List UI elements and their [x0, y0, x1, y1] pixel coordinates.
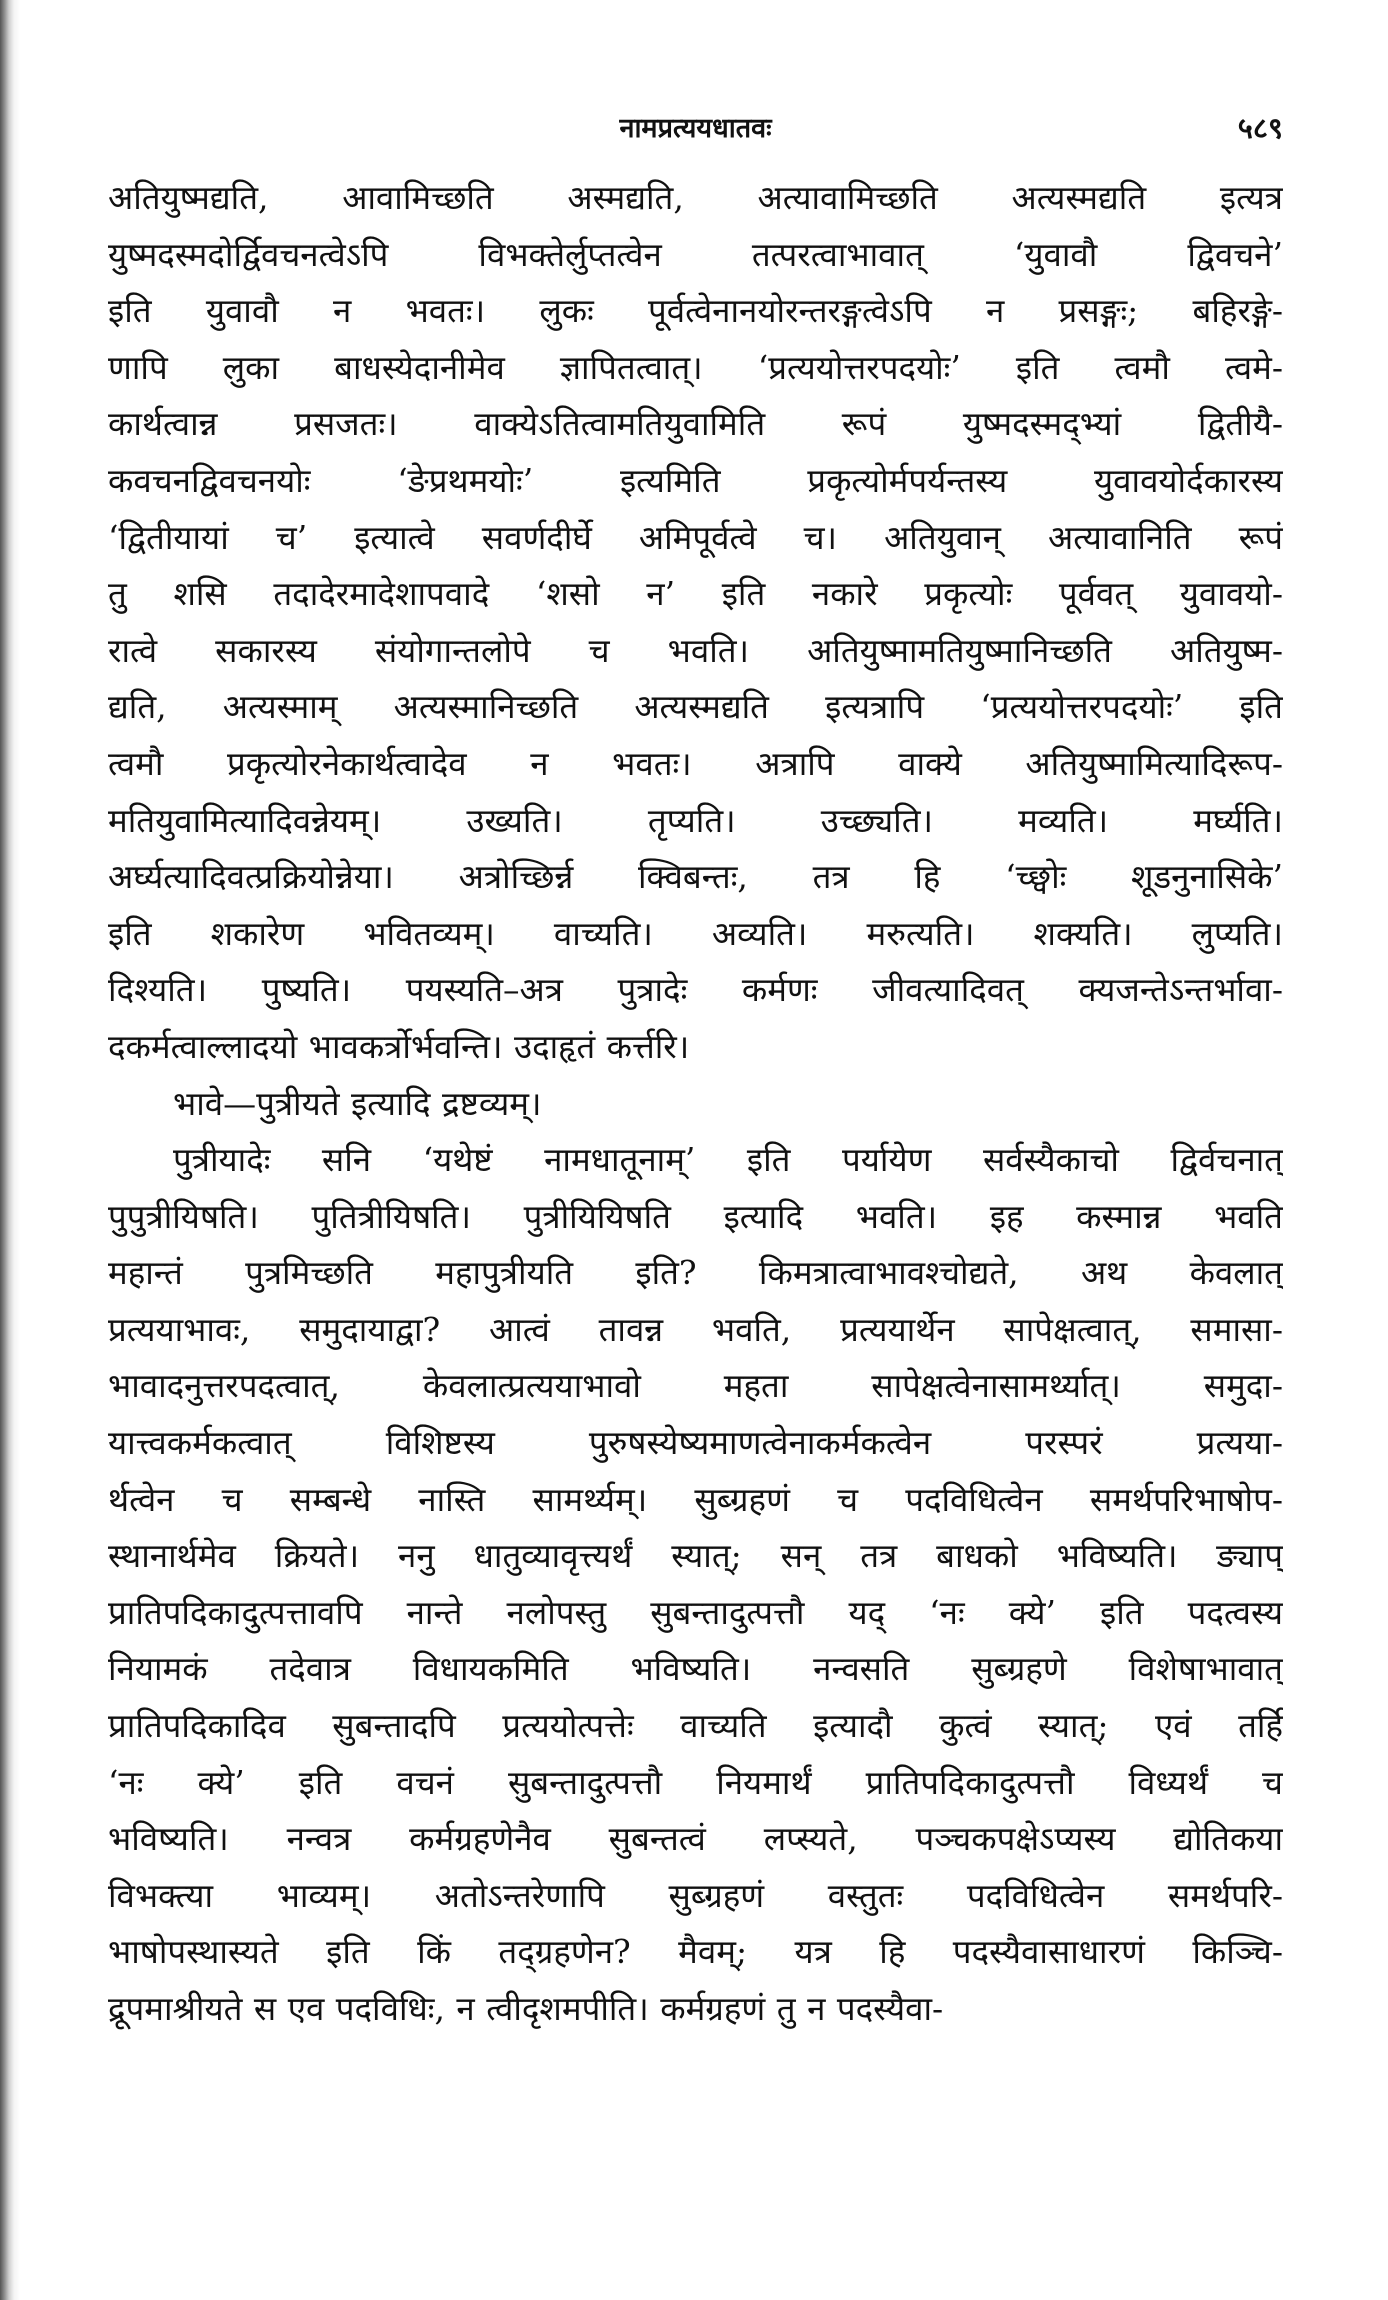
text-line: दिश्यति। पुष्यति। पयस्यति–अत्र पुत्रादेः कर्मणः जीवत्यादिवत् क्यजन्तेऽन्तर्भावा-	[108, 970, 1283, 1010]
text-line: भविष्यति। नन्वत्र कर्मग्रहणेनैव सुबन्तत्वं लप्स्यते, पञ्चकपक्षेऽप्यस्य द्योतिकया	[108, 1819, 1283, 1859]
running-title: नामप्रत्ययधातवः	[619, 113, 772, 144]
text-line: पुपुत्रीयिषति। पुतित्रीयिषति। पुत्रीयियिषति इत्यादि भवति। इह कस्मान्न भवति	[108, 1196, 1283, 1236]
text-line: ‘नः क्ये’ इति वचनं सुबन्तादुत्पत्तौ नियमार्थं प्रातिपदिकादुत्पत्तौ विध्यर्थं च	[108, 1762, 1283, 1802]
text-line: कवचनद्विवचनयोः ‘ङेप्रथमयोः’ इत्यमिति प्रकृत्योर्मपर्यन्तस्य युवावयोर्दकारस्य	[108, 460, 1283, 500]
text-line: महान्तं पुत्रमिच्छति महापुत्रीयति इति? किमत्रात्वाभावश्चोद्यते, अथ केवलात्	[108, 1253, 1283, 1293]
text-line: ‘द्वितीयायां च’ इत्यात्वे सवर्णदीर्घे अमिपूर्वत्वे च। अतियुवान् अत्यावानिति रूपं	[108, 517, 1283, 557]
text-line: दकर्मत्वाल्लादयो भावकर्त्रोर्भवन्ति। उदाहृतं कर्त्तरि।	[108, 1026, 690, 1066]
book-spine-shadow	[0, 0, 20, 2300]
book-page	[108, 100, 1283, 2280]
text-line: विभक्त्या भाव्यम्। अतोऽन्तरेणापि सुब्ग्रहणं वस्तुतः पदविधित्वेन समर्थपरि-	[108, 1875, 1283, 1915]
text-line: पुत्रीयादेः सनि ‘यथेष्टं नामधातूनाम्’ इति पर्यायेण सर्वस्यैकाचो द्विर्वचनात्	[173, 1140, 1283, 1180]
page-header	[108, 100, 1283, 170]
text-line: युष्मदस्मदोर्द्विवचनत्वेऽपि विभक्तेर्लुप्तत्वेन तत्परत्वाभावात् ‘युवावौ द्विवचने’	[108, 234, 1283, 274]
text-line: कार्थत्वान्न प्रसजतः। वाक्येऽतित्वामतियुवामिति रूपं युष्मदस्मद्भ्यां द्वितीयै-	[108, 404, 1283, 444]
text-line: प्रत्ययाभावः, समुदायाद्वा? आत्वं तावन्न भवति, प्रत्ययार्थेन सापेक्षत्वात्, समासा-	[108, 1309, 1283, 1349]
text-line: नियामकं तदेवात्र विधायकमिति भविष्यति। नन्वसति सुब्ग्रहणे विशेषाभावात्	[108, 1649, 1283, 1689]
text-line: प्रातिपदिकादुत्पत्तावपि नान्ते नलोपस्तु सुबन्तादुत्पत्तौ यद् ‘नः क्ये’ इति पदत्वस्य	[108, 1592, 1283, 1632]
text-line: इति युवावौ न भवतः। लुकः पूर्वत्वेनानयोरन्तरङ्गत्वेऽपि न प्रसङ्गः; बहिरङ्गे-	[108, 291, 1283, 331]
text-line: द्यति, अत्यस्माम् अत्यस्मानिच्छति अत्यस्मद्यति इत्यत्रापि ‘प्रत्ययोत्तरपदयोः’ इति	[108, 687, 1283, 727]
text-line: अर्घ्यत्यादिवत्प्रक्रियोन्नेया। अत्रोच्छिर्न्न क्विबन्तः, तत्र हि ‘च्छ्वोः शूडनुनासिके’	[108, 857, 1283, 897]
text-line: र्थत्वेन च सम्बन्धे नास्ति सामर्थ्यम्। सुब्ग्रहणं च पदविधित्वेन समर्थपरिभाषोप-	[108, 1479, 1283, 1519]
text-line: प्रातिपदिकादिव सुबन्तादपि प्रत्ययोत्पत्तेः वाच्यति इत्यादौ कुत्वं स्यात्; एवं तर्हि	[108, 1706, 1283, 1746]
text-line: इति शकारेण भवितव्यम्। वाच्यति। अव्यति। मरुत्यति। शक्यति। लुप्यति।	[108, 913, 1283, 953]
page-number: ५८९	[1237, 111, 1283, 145]
text-line: तु शसि तदादेरमादेशापवादे ‘शसो न’ इति नकारे प्रकृत्योः पूर्ववत् युवावयो-	[108, 574, 1283, 614]
text-line: भावे—पुत्रीयते इत्यादि द्रष्टव्यम्।	[173, 1083, 542, 1123]
text-line: द्रूपमाश्रीयते स एव पदविधिः, न त्वीदृशमपीति। कर्मग्रहणं तु न पदस्यैवा-	[108, 1989, 944, 2028]
text-line: त्वमौ प्रकृत्योरनेकार्थत्वादेव न भवतः। अत्रापि वाक्ये अतियुष्मामित्यादिरूप-	[108, 743, 1283, 783]
text-line: यात्त्वकर्मकत्वात् विशिष्टस्य पुरुषस्येष्यमाणत्वेनाकर्मकत्वेन परस्परं प्रत्यया-	[108, 1423, 1283, 1463]
body-text	[108, 170, 1283, 2038]
text-line: रात्वे सकारस्य संयोगान्तलोपे च भवति। अतियुष्मामतियुष्मानिच्छति अतियुष्म-	[108, 630, 1283, 670]
text-line: णापि लुका बाधस्येदानीमेव ज्ञापितत्वात्। ‘प्रत्ययोत्तरपदयोः’ इति त्वमौ त्वमे-	[108, 347, 1283, 387]
text-line: स्थानार्थमेव क्रियते। ननु धातुव्यावृत्त्यर्थं स्यात्; सन् तत्र बाधको भविष्यति। ङ्याप्	[108, 1536, 1283, 1576]
text-line: मतियुवामित्यादिवन्नेयम्। उख्यति। तृप्यति। उच्छ्यति। मव्यति। मर्घ्यति।	[108, 800, 1283, 840]
text-line: भावादनुत्तरपदत्वात्, केवलात्प्रत्ययाभावो महता सापेक्षत्वेनासामर्थ्यात्। समुदा-	[108, 1366, 1283, 1406]
text-line: भाषोपस्थास्यते इति किं तद्ग्रहणेन? मैवम्; यत्र हि पदस्यैवासाधारणं किञ्चि-	[108, 1932, 1283, 1972]
text-line: अतियुष्मद्यति, आवामिच्छति अस्मद्यति, अत्यावामिच्छति अत्यस्मद्यति इत्यत्र	[108, 178, 1283, 217]
